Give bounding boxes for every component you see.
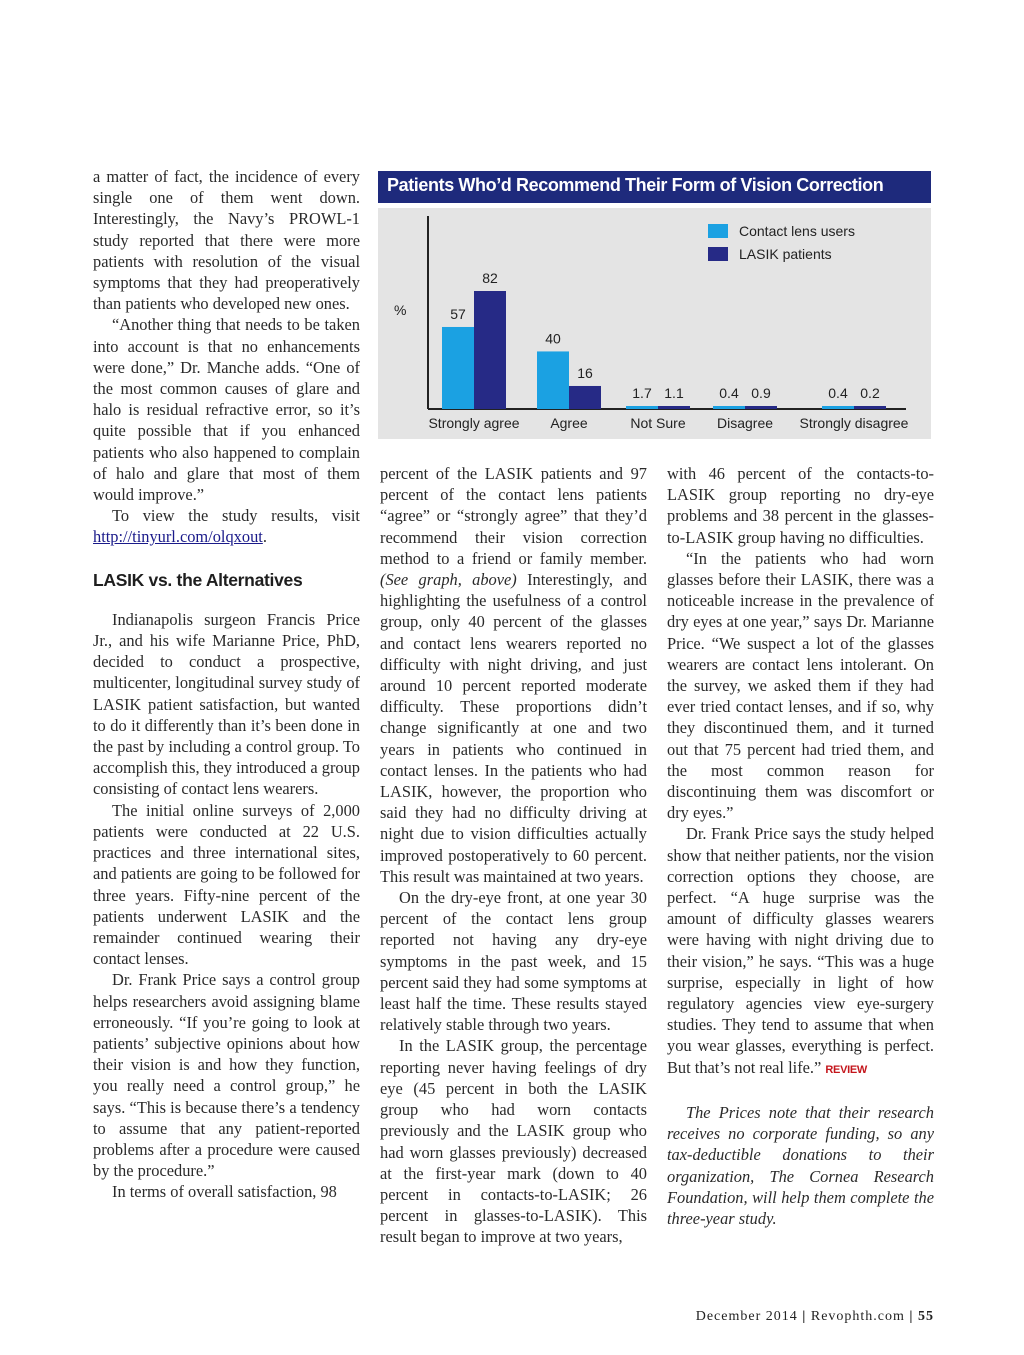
paragraph: “Another thing that needs to be taken into account is that no enhancements were done,” Dr. Manche adds. “One of the most common causes of glare and halo is residual refractive error, so it’s quite possible that if you enhanced patients who also happened to complain of halo and glare that most of them would improve.” bbox=[93, 315, 360, 505]
recommendation-chart bbox=[378, 171, 931, 439]
category-label: Disagree bbox=[716, 415, 774, 431]
paragraph: The initial online surveys of 2,000 patients were conducted at 22 U.S. practices and three international sites, and patients are going to be followed for three years. Fifty-nine percent of the patients underwent LASIK and the remainder continued wearing their contact lenses. bbox=[93, 800, 360, 969]
paragraph-text: . bbox=[262, 527, 267, 547]
paragraph: a matter of fact, the incidence of every single one of them went down. Interestingly, the Navy’s PROWL-1 study reported that there were more patients with resolution of the visual symptoms that they had preoperatively than patients who developed new ones. bbox=[93, 167, 360, 314]
paragraph-text: To view the study results, visit bbox=[112, 506, 360, 526]
paragraph bbox=[380, 463, 647, 887]
paragraph: In the LASIK group, the percentage reporting never having feelings of dry eye (45 percent in both the LASIK group who had worn contacts previously and the LASIK group who had worn glasses previously) decreased at the first-year mark (down to 40 percent in contacts-to-LASIK; 26 percent in glasses-to-LASIK). This result began to improve at two years, bbox=[380, 1036, 647, 1247]
bar-contact-2 bbox=[626, 406, 658, 409]
bar-lasik-3 bbox=[745, 406, 777, 409]
article-column-2 bbox=[380, 463, 647, 1248]
paragraph: Dr. Frank Price says a control group helps researchers avoid assigning blame erroneously. “If you’re going to look at patients’ subjective opinions about how their vision is and how they function, you really need a control group,” he says. “This is because there’s a tendency to assume that any patient-reported problems after a procedure were caused by the procedure.” bbox=[93, 970, 360, 1181]
category-label: Strongly agree bbox=[428, 415, 520, 431]
category-label: Agree bbox=[550, 415, 588, 431]
data-label: 40 bbox=[545, 330, 561, 347]
data-label: 57 bbox=[450, 305, 466, 322]
article-column-3 bbox=[667, 463, 934, 1229]
page-number: 55 bbox=[918, 1309, 934, 1324]
funding-note bbox=[667, 1102, 934, 1229]
legend-swatch-0 bbox=[708, 224, 728, 238]
y-axis-label: % bbox=[394, 302, 407, 318]
site-name: Revophth.com bbox=[810, 1309, 905, 1324]
paragraph: “In the patients who had worn glasses before their LASIK, there was a noticeable increase in the prevalence of dry eyes at one year,” says Dr. Marianne Price. “We suspect a lot of the glasses wearers are contact lens intolerant. On the survey, we asked them if they had ever tried contact lenses, and if so, why they discontinued them, and it turned out that 75 percent had tried them, and the most common reason for discontinuing them was discomfort or dry eyes.” bbox=[667, 548, 934, 823]
issue-date: December 2014 bbox=[695, 1309, 798, 1324]
legend-label: LASIK patients bbox=[739, 246, 832, 262]
legend-label: Contact lens users bbox=[739, 223, 855, 239]
bar-chart-svg bbox=[378, 208, 931, 439]
data-label: 0.4 bbox=[719, 385, 739, 401]
chart-title: Patients Who’d Recommend Their Form of Vision Correction bbox=[387, 175, 884, 195]
bar-contact-3 bbox=[713, 406, 745, 409]
paragraph: In terms of overall satisfaction, 98 bbox=[112, 1182, 337, 1202]
section-heading: LASIK vs. the Alternatives bbox=[93, 569, 303, 590]
bar-lasik-0 bbox=[474, 291, 506, 409]
paragraph: Indianapolis surgeon Francis Price Jr., and his wife Marianne Price, PhD, decided to conduct a prospective, multicenter, longitudinal survey study of LASIK patient satisfaction, but wanted to do it differently than it’s been done in the past by including a control group. To accomplish this, they introduced a group consisting of contact lens wearers. bbox=[93, 609, 360, 799]
bar-lasik-4 bbox=[854, 406, 886, 409]
paragraph bbox=[667, 823, 934, 1080]
paragraph-text: Interestingly, and highlighting the usefulness of a control group, only 40 percent of the glasses and contact lens wearers reported no difficulty with night driving, and just around 10 percent reported moderate difficulty. These proportions didn’t change significantly at one and two years in patients who continued in contact lenses. In the patients who had LASIK, however, the proportion who said they had no difficulty driving at night due to vision difficulties actually improved postoperatively to 60 percent. This result was maintained at two years. bbox=[380, 570, 647, 886]
data-label: 16 bbox=[577, 364, 593, 381]
data-label: 1.7 bbox=[632, 385, 652, 401]
chart-title-bar bbox=[378, 171, 931, 203]
bar-lasik-2 bbox=[658, 406, 690, 409]
paragraph-text: Dr. Frank Price says the study helped show that neither patients, nor the vision correction options they choose, are perfect. “A huge surprise was the amount of difficulty glasses wearers were having with night driving due to their vision,” he says. “This was a huge surprise, especially in light of how regulatory agencies view eye-surgery studies. They tend to assume that when you wear glasses, everything is perfect. But that’s not real life.” bbox=[667, 824, 934, 1077]
bar-contact-4 bbox=[822, 406, 854, 409]
data-label: 82 bbox=[482, 270, 498, 286]
category-label: Not Sure bbox=[630, 415, 686, 431]
paragraph bbox=[93, 505, 360, 547]
data-label: 0.4 bbox=[828, 385, 848, 401]
review-end-mark: REVIEW bbox=[825, 1063, 867, 1076]
bar-contact-0 bbox=[442, 327, 474, 409]
chart-plot-area bbox=[378, 208, 931, 439]
page-footer: December 2014 | Revophth.com | 55 bbox=[695, 1309, 934, 1324]
bar-contact-1 bbox=[537, 351, 569, 409]
study-results-link[interactable]: http://tinyurl.com/olqxout bbox=[93, 527, 263, 547]
bar-lasik-1 bbox=[569, 386, 601, 409]
paragraph: On the dry-eye front, at one year 30 percent of the contact lens group reported not having any dry-eye symptoms in the past week, and 15 percent said they had some symptoms at least half the time. These results stayed relatively stable through two years. bbox=[380, 888, 647, 1035]
funding-note-text: The Prices note that their research receives no corporate funding, so any tax-deductible donations to their organization, The Cornea Research Foundation, will help them complete the three-year study. bbox=[667, 1102, 934, 1228]
data-label: 0.2 bbox=[860, 385, 880, 401]
graph-reference: (See graph, above) bbox=[380, 570, 517, 590]
data-label: 1.1 bbox=[664, 385, 684, 401]
data-label: 0.9 bbox=[751, 385, 771, 401]
category-label: Strongly disagree bbox=[799, 415, 909, 431]
paragraph-text: percent of the LASIK patients and 97 percent of the contact lens patients “agree” or “strongly agree” that they’d recommend their vision correction method to a friend or family member. bbox=[380, 464, 647, 568]
article-column-1 bbox=[93, 166, 360, 1203]
legend-swatch-1 bbox=[708, 247, 728, 261]
paragraph: with 46 percent of the contacts-to-LASIK group reporting no dry-eye problems and 38 percent in the glasses-to-LASIK group having no difficulties. bbox=[667, 464, 934, 547]
